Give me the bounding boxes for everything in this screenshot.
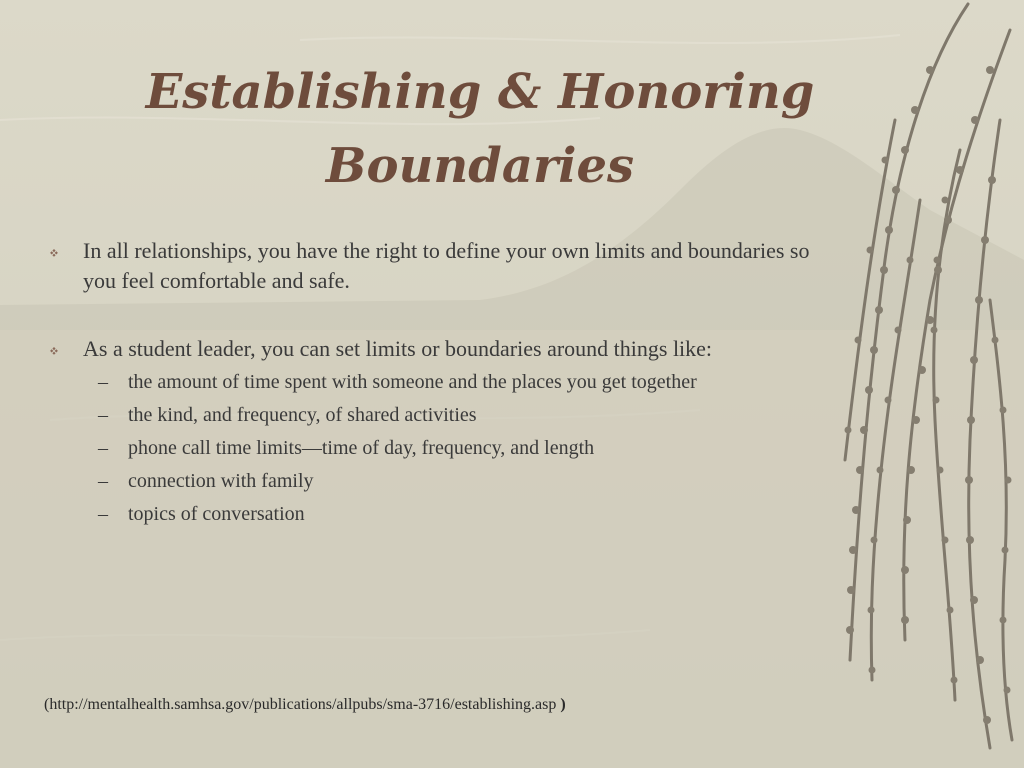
sub-item [48,401,818,429]
slide-title-line-2: Boundaries [325,138,635,194]
sub-item-text: phone call time limits—time of day, frequency, and length [128,437,595,459]
sub-item-text: topics of conversation [128,503,305,525]
sub-item-text: the amount of time spent with someone and the places you get together [128,371,697,393]
slide-title [130,55,830,203]
dash-bullet: – [98,371,108,393]
sub-item [48,434,818,462]
diamond-quad-bullet-icon [48,236,60,266]
dash-bullet: – [98,437,108,459]
bullet-item [48,334,818,364]
source-citation [44,694,566,716]
slide-title-line-1: Establishing & Honoring [145,64,815,120]
source-link-text[interactable]: (http://mentalhealth.samhsa.gov/publications/allpubs/sma-3716/establishing.asp [44,696,557,713]
bullet-text: As a student leader, you can set limits or boundaries around things like: [83,336,713,361]
dash-bullet: – [98,470,108,492]
dash-bullet: – [98,503,108,525]
sub-item-text: connection with family [128,470,314,492]
dash-bullet: – [98,404,108,426]
sub-item [48,467,818,495]
sub-list [48,368,818,528]
diamond-quad-bullet-icon [48,334,60,364]
slide-body [48,236,818,533]
sub-item [48,500,818,528]
bullet-item [48,236,818,296]
sub-item [48,368,818,396]
source-close-paren: ) [556,696,566,713]
sub-item-text: the kind, and frequency, of shared activities [128,404,477,426]
bullet-text: In all relationships, you have the right to define your own limits and boundaries so you feel comfortable and safe. [83,238,810,293]
